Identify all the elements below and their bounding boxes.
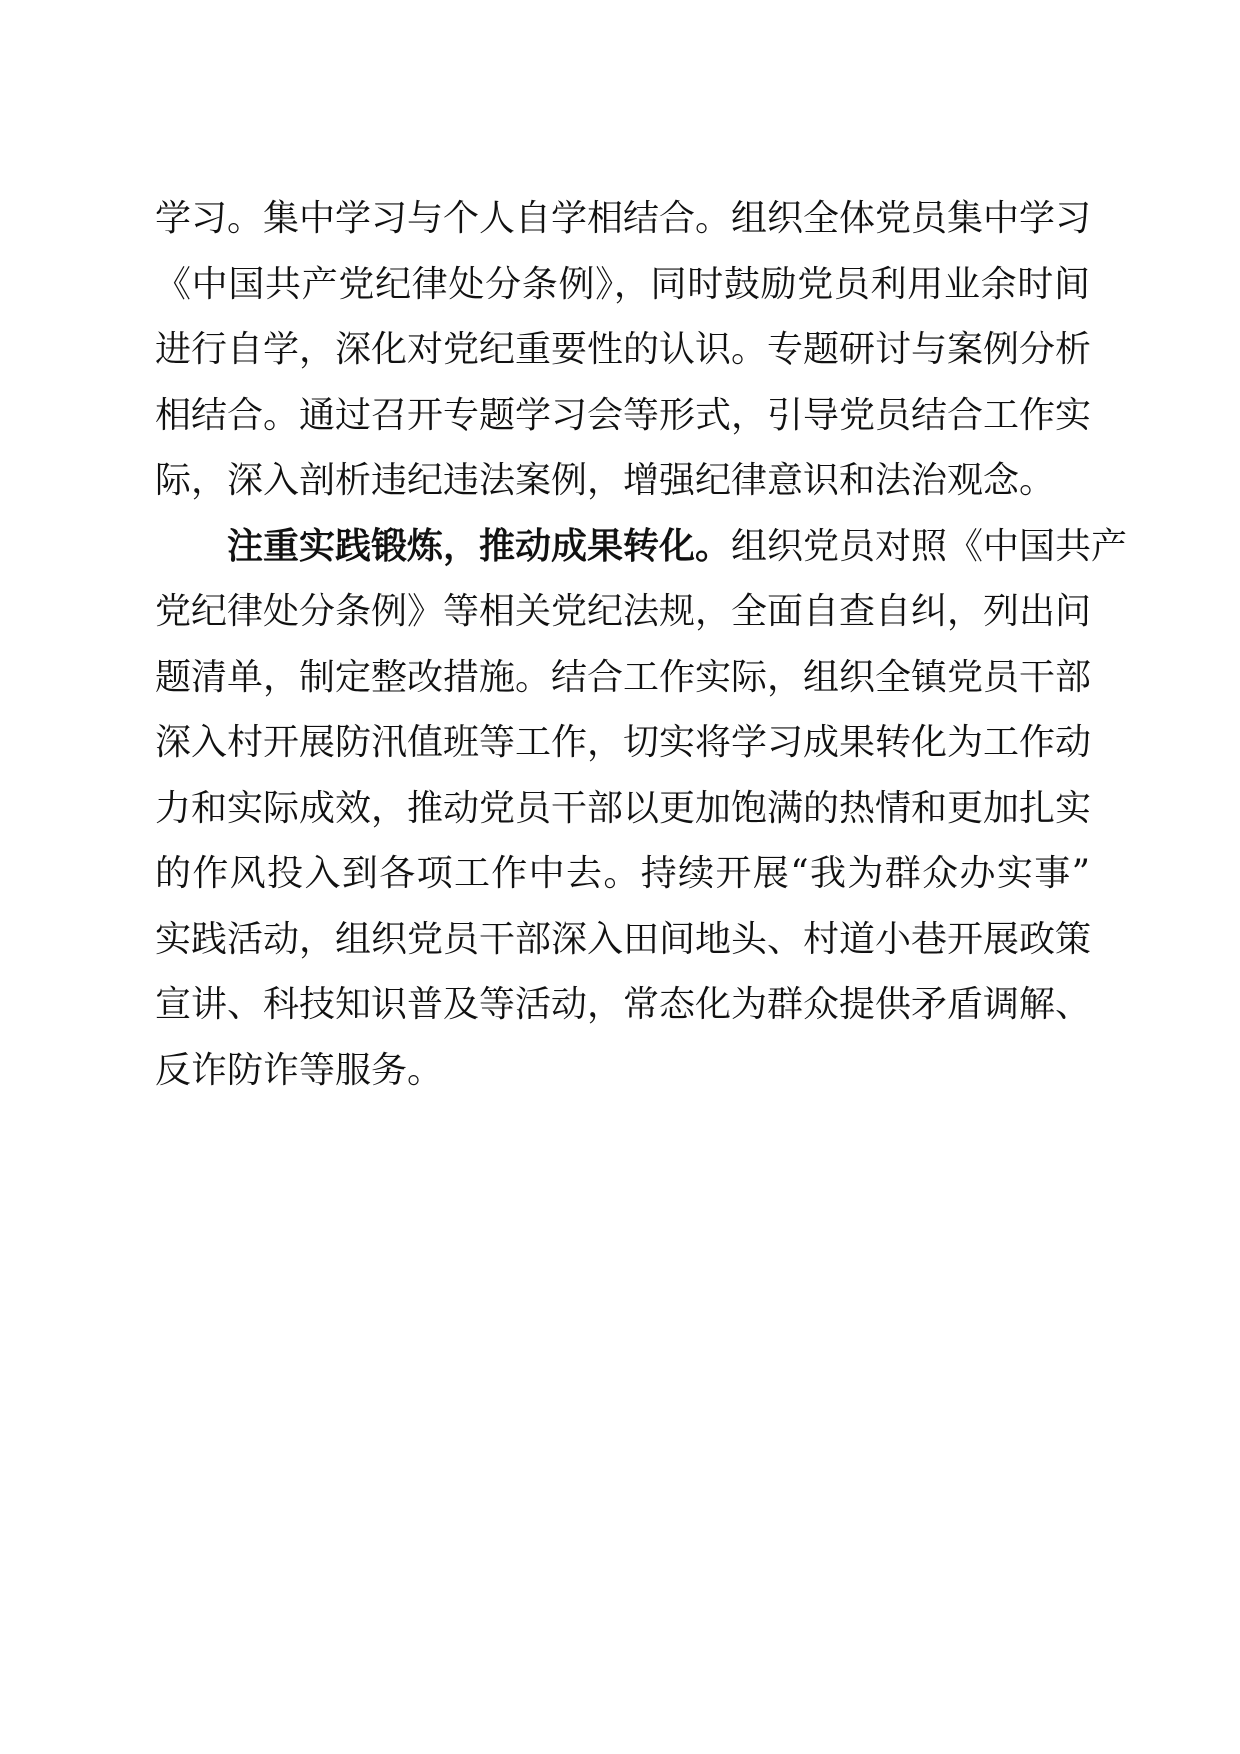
text-line: 宣讲、科技知识普及等活动，常态化为群众提供矛盾调解、: [155, 984, 1092, 1025]
text-line: 力和实际成效，推动党员干部以更加饱满的热情和更加扎实: [155, 787, 1092, 829]
paragraph-heading: 注重实践锻炼，推动成果转化。: [227, 525, 732, 567]
text-line: [155, 514, 1128, 580]
document-body: [155, 186, 1128, 1103]
text-line: 党纪律处分条例》等相关党纪法规，全面自查自纠，列出问: [155, 591, 1092, 632]
text-line: 学习。集中学习与个人自学相结合。组织全体党员集中学习: [155, 198, 1092, 239]
text-line: 进行自学，深化对党纪重要性的认识。专题研讨与案例分析: [155, 329, 1092, 370]
text-line: 际，深入剖析违纪违法案例，增强纪律意识和法治观念。: [155, 460, 1056, 501]
paragraph-practice: [155, 514, 1128, 1104]
text-line: 《中国共产党纪律处分条例》，同时鼓励党员利用业余时间: [155, 263, 1090, 305]
heading-line-rest: 组织党员对照《中国共产: [731, 525, 1128, 567]
text-line: 深入村开展防汛值班等工作，切实将学习成果转化为工作动: [155, 722, 1092, 763]
text-line: 相结合。通过召开专题学习会等形式，引导党员结合工作实: [155, 394, 1092, 436]
text-line: 反诈防诈等服务。: [155, 1049, 444, 1091]
paragraph-study: [155, 186, 1090, 514]
text-line: 的作风投入到各项工作中去。持续开展“我为群众办实事”: [155, 853, 1090, 894]
text-line: 题清单，制定整改措施。结合工作实际，组织全镇党员干部: [155, 656, 1092, 698]
text-line: 实践活动，组织党员干部深入田间地头、村道小巷开展政策: [155, 918, 1092, 960]
